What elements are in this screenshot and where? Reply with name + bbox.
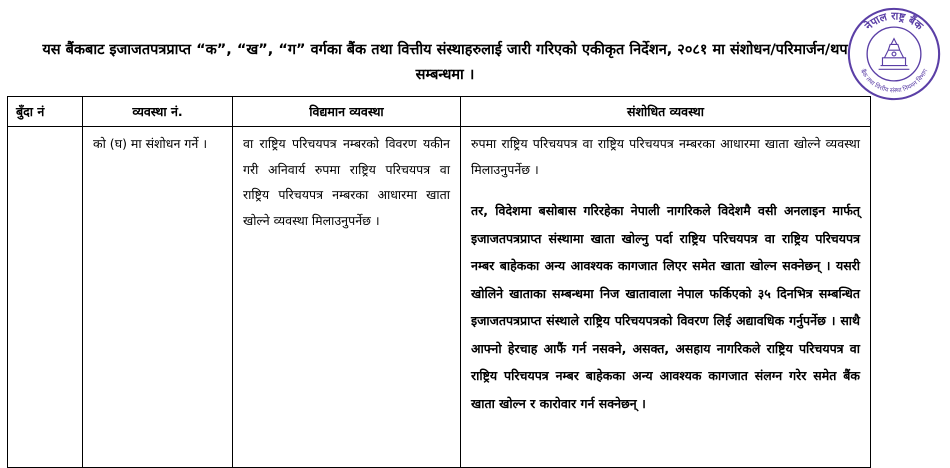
seal-text-bottom: बैंक तथा वित्तीय संस्था नियमन विभाग [858,68,930,95]
seal-text-top: नेपाल राष्ट्र बैंक [862,10,926,33]
header-arrangement-number: व्यवस्था नं. [83,97,233,127]
header-revised-arrangement: संशोधित व्यवस्था [461,97,871,127]
revised-arrangement-text: रुपमा राष्ट्रिय परिचयपत्र वा राष्ट्रिय परिचयपत्र नम्बरका आधारमा खाता खोल्ने व्यवस्था मिलाउनुपर्नेछ । [471,136,860,177]
revised-arrangement-proviso: तर, विदेशमा बसोबास गरिरहेका नेपाली नागरिकले विदेशमै वसी अनलाइन मार्फत् इजाजतपत्रप्राप्त संस्थामा खाता खोल्नु पर्दा राष्ट्रिय परिचयपत्र वा राष्ट्रिय परिचयपत्र नम्बर बाहेकका अन्य आवश्यक कागजात लिएर समेत खाता खोल्न सक्नेछन् । यसरी खोलिने खाताका सम्बन्धमा निज खातावाला नेपाल फर्किएको ३५ दिनभित्र सम्बन्धित इजाजतपत्रप्राप्त संस्थाले राष्ट्रिय परिचयपत्रको विवरण लिई अद्यावधिक गर्नुपर्नेछ । साथै आफ्नो हेरचाह आफैं गर्न नसक्ने, असक्त, असहाय नागरिकले राष्ट्रिय परिचयपत्र वा राष्ट्रिय परिचयपत्र नम्बर बाहेकका अन्य आवश्यक कागजात संलग्न गरेर समेत बैंक खाता खोल्न र कारोवार गर्न सक्नेछन् । [471,203,860,411]
cell-revised-arrangement [461,127,871,468]
directive-table [7,96,871,468]
existing-arrangement-text: वा राष्ट्रिय परिचयपत्र नम्बरको विवरण यकीन गरी अनिवार्य रुपमा राष्ट्रिय परिचयपत्र वा राष्ट्रिय परिचयपत्र नम्बरका आधारमा खाता खोल्ने व्यवस्था मिलाउनुपर्नेछ । [243,136,450,228]
nepal-rastra-bank-seal [846,6,942,102]
cell-existing-arrangement [233,127,461,468]
seal-emblem-icon [879,39,910,70]
arrangement-text: को (घ) मा संशोधन गर्ने । [93,136,208,151]
table-row [8,127,871,468]
header-existing-arrangement: विद्यमान व्यवस्था [233,97,461,127]
table-header-row [8,97,871,127]
page-title: यस बैंकबाट इजाजतपत्रप्राप्त “क”, “ख”, “ग” वर्गका बैंक तथा वित्तीय संस्थाहरुलाई जारी गरिएको एकीकृत निर्देशन, २०८१ मा संशोधन/परिमार्जन/थप सम्बन्धमा । [42,42,848,83]
cell-arrangement-number [83,127,233,468]
header-point-number: बुँदा नं [8,97,83,127]
cell-point-number [8,127,83,468]
